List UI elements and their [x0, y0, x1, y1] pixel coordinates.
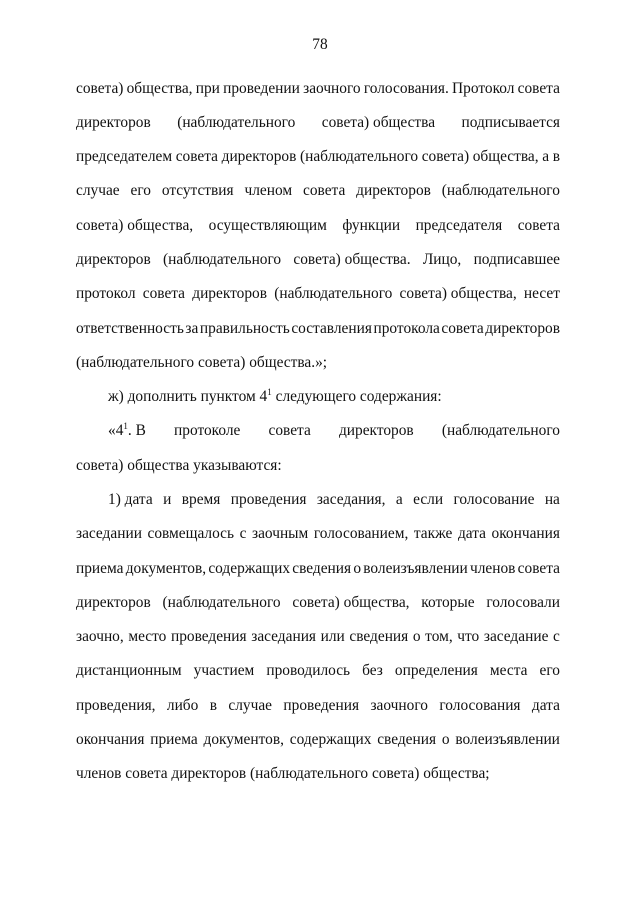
- word: членов: [470, 560, 516, 577]
- word: совета) общества,: [76, 217, 194, 234]
- text-line: [108, 490, 560, 510]
- word: дата: [531, 697, 560, 714]
- word: определения: [394, 662, 478, 679]
- word: если: [413, 491, 444, 508]
- word: либо: [166, 697, 199, 714]
- word: волеизъявлении: [363, 560, 468, 577]
- word: без: [362, 662, 383, 679]
- word: место: [128, 628, 167, 645]
- text-fragment: . В: [127, 422, 146, 439]
- text-line: [76, 216, 560, 236]
- word: заочного: [370, 697, 428, 714]
- word: председателя: [415, 217, 503, 234]
- word: заседания: [251, 628, 317, 645]
- word: также: [413, 525, 453, 542]
- word: с: [239, 525, 247, 542]
- word: волеизъявлении: [455, 731, 560, 748]
- text-line: [76, 593, 560, 613]
- word: заседания,: [316, 491, 386, 508]
- word: содержащих: [289, 731, 372, 748]
- word: голосования: [439, 697, 521, 714]
- superscript: 1: [267, 386, 272, 397]
- word: (наблюдательного: [441, 182, 560, 199]
- text-line: [76, 730, 560, 750]
- word: (наблюдательного: [177, 114, 296, 131]
- word: директоров: [356, 182, 431, 199]
- word: с: [553, 628, 560, 645]
- word: сведения: [292, 560, 352, 577]
- word: (наблюдательного: [441, 422, 560, 439]
- text-line: [76, 147, 560, 167]
- text-fragment: следующего содержания:: [271, 388, 442, 405]
- text-line: [76, 250, 560, 270]
- word: директоров: [76, 594, 151, 611]
- word: совета: [517, 217, 560, 234]
- word: Протокол: [452, 80, 515, 97]
- word: а: [542, 148, 550, 165]
- word: подписывается: [461, 114, 560, 131]
- word: заседание: [483, 628, 549, 645]
- superscript-group: [108, 421, 146, 441]
- word: несет: [523, 285, 560, 302]
- word: о: [441, 731, 450, 748]
- word: голосовали: [486, 594, 560, 611]
- text-line: совета) общества указываются:: [76, 457, 282, 474]
- word: директоров: [76, 114, 151, 131]
- word: совета): [76, 80, 124, 97]
- word: в: [209, 697, 218, 714]
- text-line: [76, 113, 560, 133]
- word: совета: [142, 285, 186, 302]
- word: совета: [303, 182, 346, 199]
- word: случае: [76, 182, 120, 199]
- word: директоров: [338, 422, 414, 439]
- text-line: [76, 559, 560, 579]
- word: протокола: [373, 320, 440, 337]
- word: при: [195, 80, 220, 97]
- word: приема: [76, 560, 124, 577]
- text-line: [108, 421, 560, 441]
- word: осуществляющим: [208, 217, 327, 234]
- text-fragment: «4: [108, 422, 124, 439]
- word: заочного: [303, 80, 361, 97]
- word: о: [353, 560, 362, 577]
- word: совета: [517, 560, 560, 577]
- word: время: [181, 491, 221, 508]
- word: заочно,: [76, 628, 124, 645]
- word: составления: [291, 320, 372, 337]
- word: совета) общества: [321, 114, 436, 131]
- word: содержащих: [208, 560, 291, 577]
- word: голосованием,: [313, 525, 409, 542]
- word: совета) общества,: [399, 285, 517, 302]
- text-line: [76, 627, 560, 647]
- word: директоров: [485, 320, 560, 337]
- word: окончания: [76, 731, 145, 748]
- word: совета: [175, 148, 218, 165]
- text-line: членов совета директоров (наблюдательного совета) общества;: [76, 765, 490, 782]
- word: голосования.: [363, 80, 449, 97]
- word: проводилось: [266, 662, 351, 679]
- text-line: [76, 696, 560, 716]
- word: на: [544, 491, 560, 508]
- word: протоколе: [174, 422, 241, 439]
- page-number: 78: [312, 36, 328, 53]
- word: а: [395, 491, 403, 508]
- word: окончания: [491, 525, 560, 542]
- text-line: [76, 319, 560, 339]
- word: совета) общества,: [292, 594, 410, 611]
- text-line: [76, 181, 560, 201]
- text-line: [76, 661, 560, 681]
- word: совета): [421, 148, 470, 165]
- superscript: 1: [123, 420, 128, 431]
- word: совета: [441, 320, 484, 337]
- word: проведения,: [76, 697, 156, 714]
- word: проведения: [230, 491, 307, 508]
- word: 1) дата: [108, 491, 153, 508]
- word: директоров: [76, 251, 151, 268]
- word: проведения: [283, 697, 360, 714]
- word: о: [412, 628, 421, 645]
- word: совета: [268, 422, 311, 439]
- text-line: [76, 524, 560, 544]
- word: документов,: [125, 560, 207, 577]
- word: места: [489, 662, 528, 679]
- word: общества,: [126, 80, 193, 97]
- word: его: [539, 662, 560, 679]
- word: сведения: [377, 731, 437, 748]
- word: которые: [421, 594, 475, 611]
- text-line: [108, 387, 560, 407]
- word: или: [320, 628, 345, 645]
- word: (наблюдательного: [274, 285, 393, 302]
- word: ответственность: [76, 320, 184, 337]
- word: правильность: [199, 320, 290, 337]
- word: общества,: [472, 148, 539, 165]
- word: дистанционным: [76, 662, 182, 679]
- word: проведении: [223, 80, 300, 97]
- word: председателем: [76, 148, 173, 165]
- word: и: [163, 491, 172, 508]
- text-fragment: ж) дополнить пунктом 4: [108, 388, 268, 405]
- word: документов,: [203, 731, 284, 748]
- word: Лицо,: [422, 251, 462, 268]
- word: случае: [228, 697, 273, 714]
- superscript-group: [108, 388, 442, 405]
- word: (наблюдательного: [299, 148, 419, 165]
- word: совета) общества.: [293, 251, 411, 268]
- word: проведения: [170, 628, 247, 645]
- text-line: (наблюдательного совета) общества.»;: [76, 354, 328, 371]
- word: (наблюдательного: [163, 251, 282, 268]
- word: участием: [193, 662, 255, 679]
- word: дата: [457, 525, 486, 542]
- text-line: [76, 79, 560, 99]
- word: что: [457, 628, 480, 645]
- word: протокол: [76, 285, 136, 302]
- word: отсутствия: [161, 182, 234, 199]
- word: членом: [244, 182, 293, 199]
- word: заочным: [252, 525, 309, 542]
- word: голосование: [453, 491, 535, 508]
- word: (наблюдательного: [162, 594, 281, 611]
- word: сведения: [349, 628, 409, 645]
- word: заседании: [76, 525, 142, 542]
- word: в: [552, 148, 560, 165]
- word: за: [185, 320, 199, 337]
- word: директоров: [221, 148, 297, 165]
- word: подписавшее: [473, 251, 560, 268]
- word: совмещалось: [147, 525, 235, 542]
- word: функции: [342, 217, 401, 234]
- word: совета: [517, 80, 560, 97]
- text-line: [76, 284, 560, 304]
- word: приема: [150, 731, 198, 748]
- word: директоров: [192, 285, 267, 302]
- word: его: [130, 182, 151, 199]
- word: том,: [425, 628, 453, 645]
